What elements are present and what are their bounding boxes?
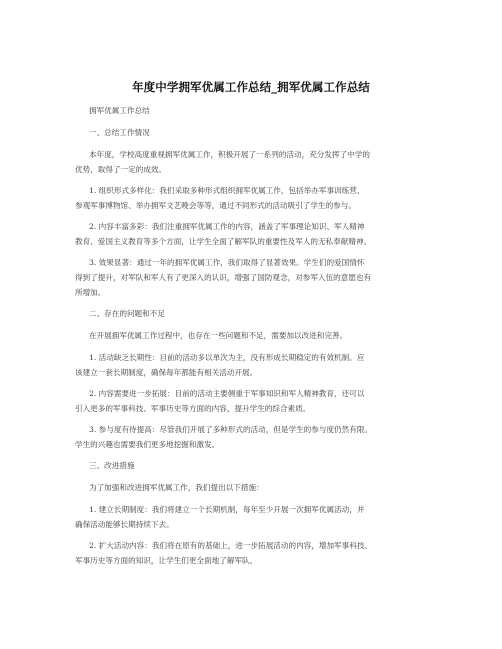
paragraph-line: 确保活动能够长期持续下去。 [75, 519, 174, 529]
paragraph-line: 3. 效果显著：通过一年的拥军优属工作，我们取得了显著效果。学生们的爱国情怀 [89, 258, 365, 267]
subtitle-text: 拥军优属工作总结 [89, 106, 150, 115]
paragraph-line: 1. 活动缺乏长期性：目前的活动多以单次为主，没有形成长期稳定的有效机制。应 [89, 353, 365, 362]
paragraph-line: 学生的兴趣也需要我们更多地挖掘和激发。 [75, 439, 220, 449]
paragraph-item-3 [75, 256, 435, 300]
paragraph-problem-2 [75, 387, 435, 417]
paragraph-line: 军事历史等方面的知识，让学生们更全面地了解军队。 [75, 555, 258, 565]
paragraph-line: 优势，取得了一定的成效。 [75, 164, 167, 174]
paragraph-problem-3 [75, 423, 435, 453]
paragraph-line: 为了加强和改进拥军优属工作，我们提出以下措施： [89, 483, 264, 492]
paragraph-line: 2. 内容丰富多彩：我们注重拥军优属工作的内容，涵盖了军事理论知识、军人精神 [89, 222, 365, 231]
section-heading-1 [75, 126, 435, 141]
section-heading-text: 三、改进措施 [89, 461, 135, 470]
paragraph-measure-1 [75, 503, 435, 533]
paragraph-item-2 [75, 220, 435, 250]
document-subtitle [75, 104, 435, 119]
paragraph-line: 参观军事博物馆、举办拥军文艺晚会等等，通过不同形式的活动吸引了学生的参与。 [75, 200, 356, 210]
section-heading-text: 一、总结工作情况 [89, 128, 150, 137]
paragraph-line: 在开展拥军优属工作过程中，也存在一些问题和不足，需要加以改进和完善。 [89, 331, 348, 340]
paragraph-item-1 [75, 184, 435, 214]
paragraph-problems-intro [75, 329, 435, 344]
section-heading-text: 二、存在的问题和不足 [89, 309, 165, 318]
document-title: 年度中学拥军优属工作总结_拥军优属工作总结 [132, 80, 370, 94]
paragraph-line: 所增加。 [75, 287, 106, 297]
section-heading-2 [75, 307, 435, 322]
paragraph-measures-intro [75, 481, 435, 496]
paragraph-line: 2. 内容需要进一步拓展：目前的活动主要侧重于军事知识和军人精神教育，还可以 [89, 389, 365, 398]
paragraph-line: 得到了提升，对军队和军人有了更深入的认识，增强了国防观念，对参军入伍的意愿也有 [75, 272, 372, 282]
paragraph-line: 引入更多的军事科技、军事历史等方面的内容，提升学生的综合素质。 [75, 403, 311, 413]
paragraph-line: 3. 参与度有待提高：尽管我们开展了多种形式的活动，但是学生的参与度仍然有限。 [89, 425, 373, 434]
paragraph-line: 1. 组织形式多样化：我们采取多种形式组织拥军优属工作，包括举办军事训练营、 [89, 186, 365, 195]
paragraph-line: 本年度，学校高度重视拥军优属工作，积极开展了一系列的活动，充分发挥了中学的 [89, 150, 370, 159]
paragraph-line: 教育、爱国主义教育等多个方面，让学生全面了解军队的重要性及军人的无私奉献精神。 [75, 236, 372, 246]
paragraph-line: 该建立一套长期制度，确保每年都能有相关活动开展。 [75, 367, 258, 377]
paragraph-measure-2 [75, 539, 435, 569]
section-heading-3 [75, 459, 435, 474]
paragraph-line: 2. 扩大活动内容：我们将在原有的基础上，进一步拓展活动的内容，增加军事科技、 [89, 541, 373, 550]
paragraph-intro [75, 148, 435, 178]
paragraph-line: 1. 建立长期制度：我们将建立一个长期机制，每年至少开展一次拥军优属活动，并 [89, 505, 365, 514]
paragraph-problem-1 [75, 351, 435, 381]
